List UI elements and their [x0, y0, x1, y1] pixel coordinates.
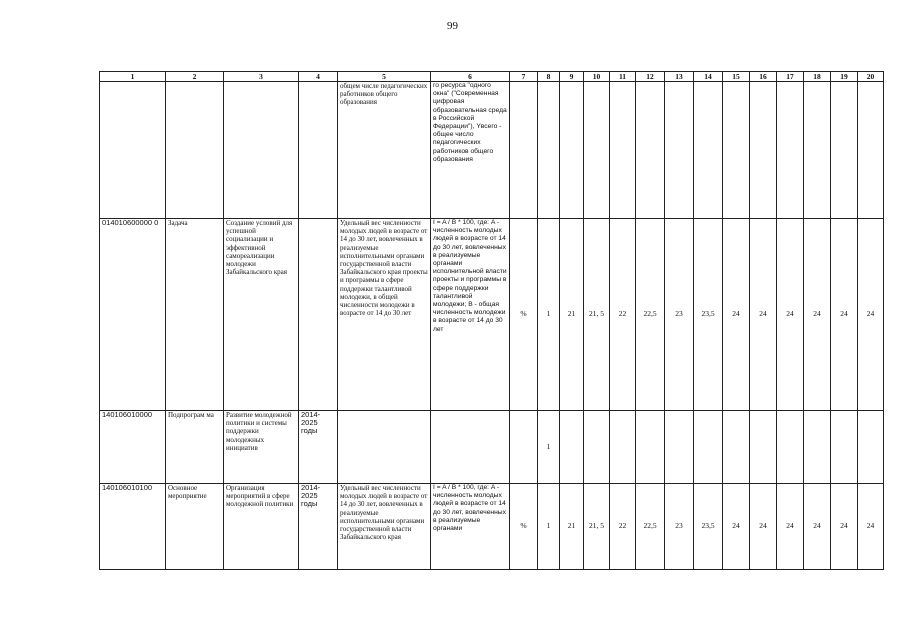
value-cell — [831, 411, 858, 484]
type-cell: Задача — [166, 219, 224, 411]
value-cell: 22 — [610, 219, 636, 411]
value-cell: 22 — [610, 484, 636, 570]
value-cell — [610, 411, 636, 484]
value-cell: 1 — [538, 484, 560, 570]
value-cell — [560, 82, 584, 219]
column-header: 13 — [665, 72, 694, 82]
value-cell: 23,5 — [694, 219, 723, 411]
value-cell: 24 — [858, 484, 884, 570]
years-cell — [299, 219, 338, 411]
header-row — [100, 72, 884, 82]
value-cell: 22,5 — [636, 484, 665, 570]
name-cell — [224, 82, 299, 219]
value-cell: 1 — [538, 219, 560, 411]
value-cell: 22,5 — [636, 219, 665, 411]
type-cell — [166, 82, 224, 219]
column-header: 6 — [431, 72, 510, 82]
formula-cell: I = A / B * 100, где: A - численность молодых людей в возрасте от 14 до 30 лет, вовлеченных в реализуемые органами — [431, 484, 510, 570]
value-cell — [723, 411, 750, 484]
value-cell: 24 — [831, 219, 858, 411]
value-cell: 24 — [858, 219, 884, 411]
value-cell: 1 — [538, 411, 560, 484]
code-cell: 014010600000 0 — [100, 219, 166, 411]
value-cell — [750, 411, 777, 484]
value-cell: 21 — [560, 219, 584, 411]
indicators-table — [99, 71, 884, 570]
name-cell: Создание условий для успешной социализации и эффективной самореализации молодежи Забайкальского края — [224, 219, 299, 411]
value-cell: 23 — [665, 484, 694, 570]
value-cell — [584, 82, 610, 219]
value-cell — [777, 82, 804, 219]
value-cell — [804, 82, 831, 219]
unit-cell: % — [510, 484, 538, 570]
value-cell: 24 — [777, 484, 804, 570]
years-cell: 2014- 2025 годы — [299, 484, 338, 570]
years-cell: 2014- 2025 годы — [299, 411, 338, 484]
value-cell: 24 — [777, 219, 804, 411]
value-cell: 24 — [723, 219, 750, 411]
column-header: 8 — [538, 72, 560, 82]
unit-cell — [510, 82, 538, 219]
value-cell — [610, 82, 636, 219]
value-cell — [750, 82, 777, 219]
value-cell — [538, 82, 560, 219]
column-header: 4 — [299, 72, 338, 82]
column-header: 10 — [584, 72, 610, 82]
value-cell: 24 — [804, 484, 831, 570]
code-cell: 140106010100 — [100, 484, 166, 570]
table-row — [100, 219, 884, 411]
name-cell: Организация мероприятий в сфере молодежной политики — [224, 484, 299, 570]
column-header: 5 — [338, 72, 431, 82]
value-cell — [858, 82, 884, 219]
unit-cell: % — [510, 219, 538, 411]
value-cell: 21 — [560, 484, 584, 570]
unit-cell — [510, 411, 538, 484]
value-cell: 24 — [750, 219, 777, 411]
value-cell: 24 — [750, 484, 777, 570]
value-cell — [694, 411, 723, 484]
table-row — [100, 484, 884, 570]
column-header: 1 — [100, 72, 166, 82]
formula-cell — [431, 411, 510, 484]
column-header: 16 — [750, 72, 777, 82]
value-cell: 23,5 — [694, 484, 723, 570]
value-cell — [665, 82, 694, 219]
column-header: 19 — [831, 72, 858, 82]
column-header: 17 — [777, 72, 804, 82]
column-header: 12 — [636, 72, 665, 82]
value-cell — [777, 411, 804, 484]
indicator-cell: общем числе педагогических работников общего образования — [338, 82, 431, 219]
value-cell — [636, 411, 665, 484]
indicator-cell: Удельный вес численности молодых людей в возрасте от 14 до 30 лет, вовлеченных в реализуемые исполнительными органами государственной власти Забайкальского края проекты и программы в сфере поддержки талантливой молодежи, в общей численности молодежи в возрасте от 14 до 30 лет — [338, 219, 431, 411]
value-cell: 24 — [723, 484, 750, 570]
value-cell — [665, 411, 694, 484]
table-row — [100, 82, 884, 219]
value-cell — [694, 82, 723, 219]
value-cell: 24 — [804, 219, 831, 411]
value-cell — [858, 411, 884, 484]
page-number: 99 — [447, 20, 458, 32]
indicator-cell — [338, 411, 431, 484]
indicator-cell: Удельный вес численности молодых людей в возрасте от 14 до 30 лет, вовлеченных в реализуемые исполнительными органами государственной власти Забайкальского края — [338, 484, 431, 570]
formula-cell: го ресурса "одного окна" ("Современная цифровая образовательная среда в Российской Федерации"), Yвсего - общее число педагогических работников общего образования — [431, 82, 510, 219]
name-cell: Развитие молодежной политики и системы поддержки молодежных инициатив — [224, 411, 299, 484]
column-header: 20 — [858, 72, 884, 82]
column-header: 3 — [224, 72, 299, 82]
value-cell — [804, 411, 831, 484]
years-cell — [299, 82, 338, 219]
column-header: 2 — [166, 72, 224, 82]
column-header: 15 — [723, 72, 750, 82]
code-cell — [100, 82, 166, 219]
column-header: 7 — [510, 72, 538, 82]
table-row — [100, 411, 884, 484]
column-header: 18 — [804, 72, 831, 82]
value-cell: 21, 5 — [584, 219, 610, 411]
value-cell — [636, 82, 665, 219]
column-header: 14 — [694, 72, 723, 82]
code-cell: 140106010000 — [100, 411, 166, 484]
value-cell: 24 — [831, 484, 858, 570]
value-cell: 21, 5 — [584, 484, 610, 570]
value-cell — [584, 411, 610, 484]
value-cell: 23 — [665, 219, 694, 411]
column-header: 9 — [560, 72, 584, 82]
formula-cell: I = A / B * 100, где: A - численность молодых людей в возрасте от 14 до 30 лет, вовлеченных в реализуемые органами исполнительной власти проекты и программы в сфере поддержки талантливой молодежи; B - общая численность молодежи в возрасте от 14 до 30 лет — [431, 219, 510, 411]
type-cell: Подпрограм ма — [166, 411, 224, 484]
column-header: 11 — [610, 72, 636, 82]
value-cell — [560, 411, 584, 484]
value-cell — [723, 82, 750, 219]
value-cell — [831, 82, 858, 219]
type-cell: Основное мероприятие — [166, 484, 224, 570]
